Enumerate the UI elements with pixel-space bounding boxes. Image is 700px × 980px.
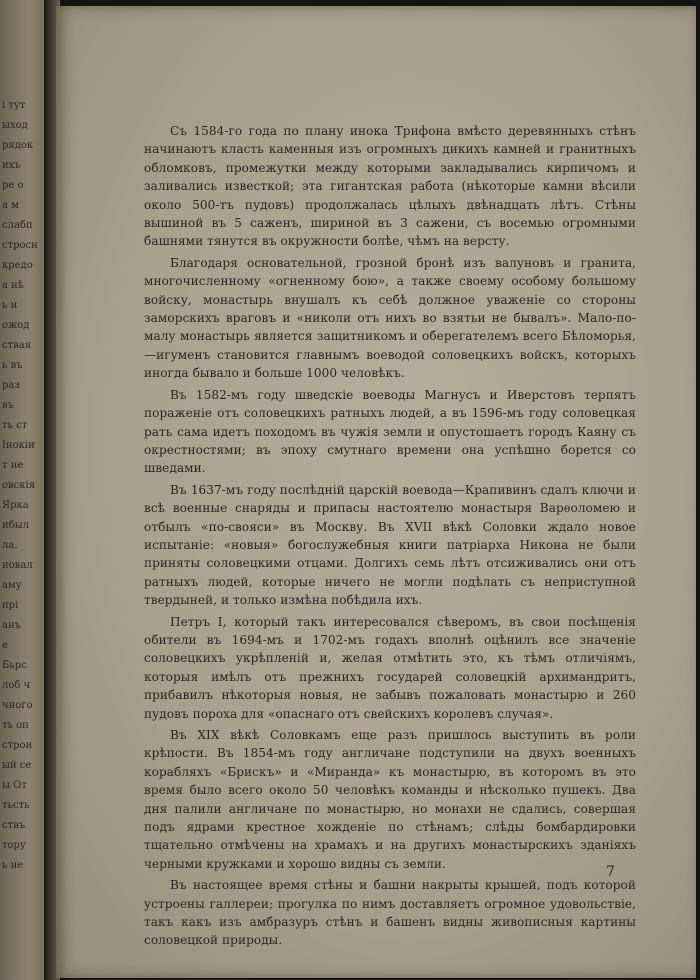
facing-page-line-fragment: овскія [2,480,36,491]
facing-page-line-fragment: Iнокіи [2,440,35,451]
facing-page-line-fragment: ы От [2,780,27,791]
facing-page-line-fragment: новал [2,560,33,571]
paragraph-7: Въ настоящее время стѣны и башни накрыты крышей, подъ которой устроены галлереи; прогулка по нимъ доставляетъ огромное удовольствіе, такъ какъ изъ амбразуръ стѣнъ и башенъ видны живописныя картины соловецкой природы. [144,878,636,948]
facing-page-line-fragment: анъ [2,620,21,631]
page-body-text [144,122,636,953]
facing-page-line-fragment: тору [2,840,26,851]
paragraph-6: Въ XIX вѣкѣ Соловкамъ еще разъ пришлось выступить въ роли крѣпости. Въ 1854-мъ году англичане подступили на двухъ военныхъ корабляхъ «Брискъ» и «Миранда» къ монастырю, въ которомъ въ это время было всего около 50 человѣкъ команды и нѣсколько пушекъ. Два дня палили англичане по монастырю, но монахи не сдались, совершая подъ ядрами крестное хожденіе по стѣнамъ; слѣды бомбардировки тщательно отмѣчены на храмахъ и на другихъ монастырскихъ зданіяхъ черными кружками и хорошо видны съ земли. [144,728,636,871]
facing-page-line-fragment: ыход [2,120,28,131]
facing-page-line-fragment: Бьрс [2,660,27,671]
facing-page-line-fragment: ствъ [2,820,26,831]
facing-page-line-fragment: ла. [2,540,18,551]
paragraph-1: Съ 1584-го года по плану инока Трифона вмѣсто деревянныхъ стѣнъ начинаютъ класть каменныя изъ огромныхъ дикихъ камней и гранитныхъ обломковъ, промежутки между которыми закладывались кирпичомъ и заливались известкой; эта гигантская работа (нѣкоторые камни вѣсили около 500-тъ пудовъ) продолжалась цѣлыхъ двѣнадцать лѣтъ. Стѣны вышиной въ 5 саженъ, шириной въ 3 сажени, съ восемью огромными башнями тянутся въ окружности болѣе, чѣмъ на версту. [144,124,636,249]
facing-page-line-fragment: ибыл [2,520,29,531]
facing-page-line-fragment: ствая [2,340,32,351]
facing-page-line-fragment: ожод [2,320,30,331]
facing-page-line-fragment: і тут [2,100,26,111]
facing-page-line-fragment: раз [2,380,20,391]
facing-page-line-fragment: аму [2,580,22,591]
facing-page-line-fragment: тьсть [2,800,30,811]
facing-page-line-fragment: ре о [2,180,24,191]
facing-page-line-fragment: строи [2,740,33,751]
facing-page-line-fragment: стросн [2,240,38,251]
facing-page-line-fragment: Ярка [2,500,29,511]
paragraph-2: Благодаря основательной, грозной бронѣ изъ валуновъ и гранита, многочисленному «огненному бою», а также своему особому большому войску, монастырь внушалъ къ себѣ должное уваженіе со стороны заморскихъ враговъ и «николи отъ нихъ во взятьи не бывалъ». Мало-по-малу монастырь является защитникомъ и оберегателемъ всего Бѣломорья,—игуменъ становится главнымъ воеводой соловецкихъ войскъ, которыхъ иногда бывало и больше 1000 человѣкъ. [144,255,636,381]
facing-page-line-fragment: т не [2,460,24,471]
book-page [56,6,696,978]
facing-page-line-fragment: ый се [2,760,32,771]
facing-page-line-fragment: лоб ч [2,680,31,691]
facing-page-line-fragment: въ [2,400,14,411]
facing-page-line-fragment: ь въ [2,360,23,371]
paragraph-4: Въ 1637-мъ году послѣдній царскій воевода—Крапивинъ сдалъ ключи и всѣ военные снаряды и припасы настоятелю монастыря Варѳоломею и отбылъ «по-свояси» въ Москву. Въ XVII вѣкѣ Соловки ждало новое испытаніе: «новыя» богослужебныя книги патріарха Никона не были приняты соловецкими отцами. Долгихъ семь лѣтъ отсиживались они отъ ратныхъ людей, которые ничего не могли подѣлать съ неприступной твердыней, и только измѣна побѣдила ихъ. [144,482,636,608]
paragraph-5: Петръ I, который такъ интересовался сѣверомъ, въ свои посѣщенія обители въ 1694-мъ и 1702-мъ годахъ вполнѣ оцѣнилъ все значеніе соловецкихъ укрѣпленій и, желая отмѣтить это, къ тѣмъ отличіямъ, которыя имѣлъ отъ прежнихъ государей соловецкій архимандритъ, прибавилъ нѣкоторыя новыя, не забывъ пожаловать монастырю и 260 пудовъ пороха для «опаснаго отъ свейскихъ королевъ случая». [144,614,636,721]
facing-page-line-fragment: прі [2,600,19,611]
facing-page-line-fragment: е [2,640,8,651]
facing-page-line-fragment: ихъ [2,160,21,171]
facing-page-line-fragment: ь и [2,300,18,311]
facing-page-line-fragment: ть ст [2,420,28,431]
paragraph-3: Въ 1582-мъ году шведскіе воеводы Магнусъ и Иверстовъ терпятъ пораженіе отъ соловецкихъ ратныхъ людей, а въ 1596-мъ году соловецкая рать сама идетъ походомъ въ чужія земли и опустошаетъ городъ Каяну съ окрестностями; въ эпоху смутнаго времени она успѣшно борется со шведами. [144,387,636,476]
facing-page-line-fragment: а нѣ [2,280,24,291]
facing-page-line-fragment: ть оп [2,720,29,731]
facing-page-line-fragment: а м [2,200,19,211]
page-number: 7 [606,864,615,880]
facing-page-line-fragment: рядок [2,140,34,151]
facing-page-line-fragment: ь не [2,860,24,871]
facing-page-line-fragment: слабп [2,220,33,231]
facing-page-line-fragment: кредо [2,260,33,271]
facing-page-line-fragment: чного [2,700,33,711]
